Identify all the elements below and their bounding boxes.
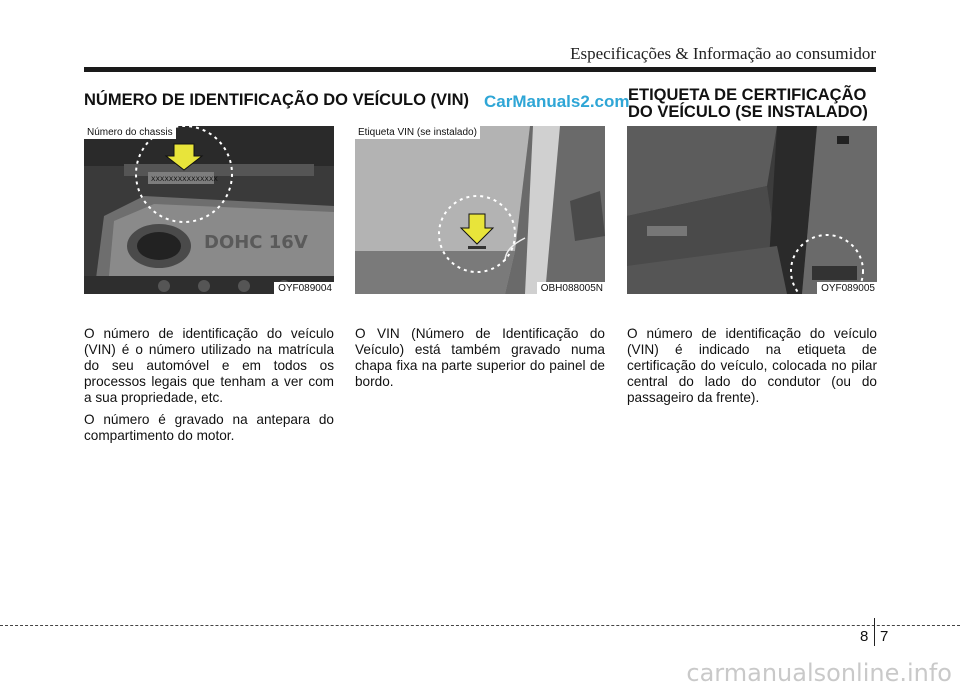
column-certification-text bbox=[627, 326, 877, 412]
header-title: Especificações & Informação ao consumidor bbox=[570, 44, 876, 63]
footer-divider bbox=[874, 618, 875, 646]
door-pillar-figure bbox=[627, 126, 877, 294]
vin-plate-text: XXXXXXXXXXXXXXX bbox=[151, 175, 218, 183]
windshield-illustration bbox=[355, 126, 605, 294]
door-pillar-illustration bbox=[627, 126, 877, 294]
engine-bay-figure bbox=[84, 126, 334, 294]
page-number: 7 bbox=[880, 628, 889, 645]
figure-label: Número do chassis bbox=[84, 126, 176, 139]
engine-cover-text: DOHC 16V bbox=[204, 232, 308, 253]
figure-code: OYF089004 bbox=[274, 282, 334, 294]
cert-section-title-line1: ETIQUETA DE CERTIFICAÇÃO bbox=[628, 86, 867, 104]
watermark-bottom: carmanualsonline.info bbox=[686, 659, 952, 687]
figure-code: OYF089005 bbox=[817, 282, 877, 294]
cert-section-title-line2: DO VEÍCULO (SE INSTALADO) bbox=[628, 103, 868, 121]
paragraph: O VIN (Número de Identificação do Veículo) está também gravado numa chapa fixa na parte superior do painel de bordo. bbox=[355, 326, 605, 389]
column-vin-text bbox=[84, 326, 334, 450]
column-dashboard-text bbox=[355, 326, 605, 396]
footer-rule bbox=[0, 625, 960, 626]
engine-bay-illustration bbox=[84, 126, 334, 294]
paragraph: O número de identificação do veículo (VIN) é indicado na etiqueta de certificação do veículo, colocada no pilar central do lado do condutor (ou do passageiro da frente). bbox=[627, 326, 877, 405]
windshield-figure bbox=[355, 126, 605, 294]
vin-section-title: NÚMERO DE IDENTIFICAÇÃO DO VEÍCULO (VIN) bbox=[84, 91, 470, 109]
chapter-number: 8 bbox=[860, 628, 869, 645]
watermark-top: CarManuals2.com bbox=[484, 92, 630, 111]
figure-label: Etiqueta VIN (se instalado) bbox=[355, 126, 480, 139]
paragraph: O número de identificação do veículo (VIN) é o número utilizado na matrícula do seu automóvel e em todos os processos legais que tenham a ver com a sua propriedade, etc. bbox=[84, 326, 334, 405]
header-rule bbox=[84, 67, 876, 72]
figure-code: OBH088005N bbox=[537, 282, 605, 294]
paragraph: O número é gravado na antepara do compartimento do motor. bbox=[84, 412, 334, 443]
